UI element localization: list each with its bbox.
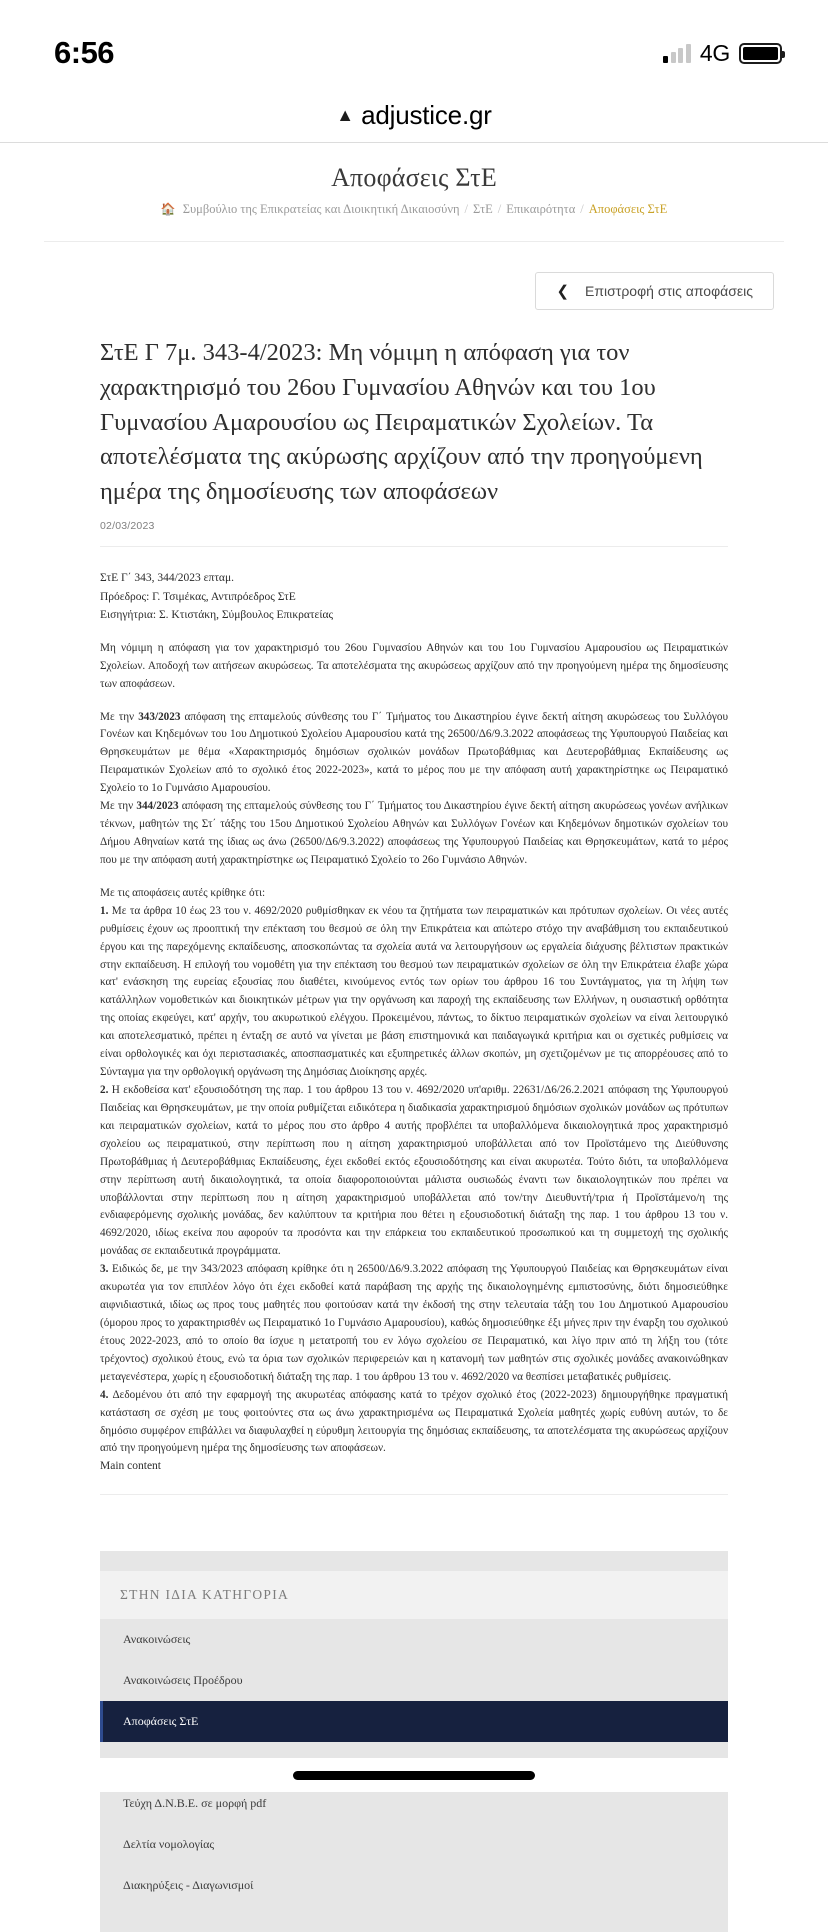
article-paragraph-5: 2. Η εκδοθείσα κατ' εξουσιοδότηση της παρ. 1 του άρθρου 13 του ν. 4692/2020 υπ'αριθμ. 22631/Δ6/26.2.2021 απόφαση της Υφυπουργού Παιδείας και Θρησκευμάτων, με την οποία ρυθμίζεται ειδικότερα η διαδικασία χαρακτηρισμού δημόσιων σχολικών μονάδων ως πρότυπων και πειραματικών σχολείων, κατά το μέρος που στο άρθρο 4 αυτής προβλέπει τα υποβαλλόμενα δικαιολογητικά προς χαρακτηρισμό σχολείου ως πειραματικού, στην περίπτωση που η αίτηση χαρακτηρισμού υποβάλλεται από τον Προϊστάμενο της Διεύθυνσης Πρωτοβάθμιας ή Δευτεροβάθμιας Εκπαίδευσης, έχει εκδοθεί εκτός εξουσιοδότησης και είναι ακυρωτέα. Τούτο διότι, τα υποβαλλόμενα στην περίπτωση αυτή δικαιολογητικά, τα οποία διαφοροποιούνται μάλιστα ουσιωδώς έναντι των δικαιολογητικών που πρέπει να υποβάλλονται στην περίπτωση που η αίτηση χαρακτηρισμού υποβάλλεται από τον/την Διευθυντή/τρια ή Προϊστάμενο/η της ενδιαφερόμενης σχολικής μονάδας, δεν καλύπτουν τα κριτήρια που θέτει η εξουσιοδοτική διάταξη της παρ. 1 του άρθρου 13 του ν. 4692/2020, ιδίως εκείνα που αφορούν τα προσόντα και την επάρκεια του εκπαιδευτικού προσωπικού και τη συμμετοχή της σχολικής μονάδας σε εκπαιδευτικά προγράμματα. [100,1083,728,1258]
breadcrumb-item-1[interactable]: ΣτΕ [473,202,493,216]
page-header [0,143,828,233]
article-title: ΣτΕ Γ 7μ. 343-4/2023: Μη νόμιμη η απόφαση για τον χαρακτηρισμό του 26ου Γυμνασίου Αθηνών και του 1ου Γυμνασίου Αμαρουσίου ως Πειραματικών Σχολείων. Τα αποτελέσματα της ακύρωσης αρχίζουν από την προηγούμενη ημέρα της δημοσίευσης των αποφάσεων [100,339,703,506]
category-item-deltia-nomologias[interactable]: Δελτία νομολογίας [123,1837,215,1852]
article-meta-line-0: ΣτΕ Γ΄ 343, 344/2023 επταμ. [100,571,235,584]
category-item-anakoinoseis[interactable]: Ανακοινώσεις [123,1632,191,1647]
article-title-divider [100,546,728,547]
browser-url-bar[interactable] [0,88,828,142]
article-meta-line-1: Πρόεδρος: Γ. Τσιμέκας, Αντιπρόεδρος ΣτΕ [100,590,296,603]
toolbar-row [0,242,828,310]
back-to-decisions-button[interactable] [535,272,774,310]
warning-triangle-icon: ▲ [336,105,355,125]
home-icon[interactable]: 🏠 [160,202,176,216]
network-type-label: 4G [699,39,730,66]
signal-bars-icon [663,44,691,63]
category-item-diakiryxeis-diagonismoi[interactable]: Διακηρύξεις - Διαγωνισμοί [123,1878,254,1893]
status-bar-time: 6:56 [54,35,115,70]
article-paragraph-6: 3. Ειδικώς δε, με την 343/2023 απόφαση κρίθηκε ότι η 26500/Δ6/9.3.2022 απόφαση της Υφυπουργού Παιδείας και Θρησκευμάτων είναι ακυρωτέα για τον επιπλέον λόγο ότι έχει εκδοθεί κατά παράβαση της αρχής της δικαιολογημένης εμπιστοσύνης, διότι δημοσιεύθηκε αιφνιδιαστικά, ιδίως ως προς τους μαθητές που φοιτούσαν κατά την έκδοσή της στην τελευταία τάξη του 1ου Δημοτικού Αμαρουσίου (όμορου προς το χαρακτηρισθέν ως Πειραματικό 1ο Γυμνάσιο Αμαρουσίου), καθώς δημοσιεύθηκε έξι μήνες πριν την έναρξη του σχολικού έτους 2022-2023, από το οποίο θα ίσχυε η μετατροπή του εν λόγω σχολείου σε Πειραματικό, και λίγο πριν από τη λήξη του (τότε τρέχοντος) σχολικού έτους, ενώ τα όρια των σχολικών περιφερειών και η κατανομή των μαθητών στις σχολικές μονάδες ανακοινώθηκαν μεταγενέστερα, χωρίς η εξουσιοδοτική διάταξη της παρ. 1 του άρθρου 13 του ν. 4692/2020 να θεσπίσει μεταβατικές ρυθμίσεις. [100,1263,728,1383]
page-title: Αποφάσεις ΣτΕ [331,163,497,192]
article [0,310,828,1495]
article-meta [100,569,728,625]
ios-status-bar [0,0,828,88]
main-content-label: Main content [100,1460,161,1473]
breadcrumb-item-current: Αποφάσεις ΣτΕ [588,202,668,216]
article-paragraph-7: 4. Δεδομένου ότι από την εφαρμογή της ακυρωτέας απόφασης κατά το τρέχον σχολικό έτος (2022-2023) δημιουργήθηκε πραγματική κατάσταση σε σχέση με τους φοιτούντες στα ως άνω χαρακτηρισμένα ως Πειραματικά Σχολεία μαθητές χωρίς ευθύνη αυτών, το δε δημόσιο συμφέρον επιβάλλει να διαφυλαχθεί η εύρυθμη λειτουργία της δημόσιας εκπαίδευσης, τα αποτελέσματα της ακυρώσεως αρχίζουν από την προηγούμενη ημέρα της δημοσίευσης των αποφάσεων. [100,1388,728,1455]
breadcrumb-separator: / [497,202,502,216]
breadcrumb-item-0[interactable]: Συμβούλιο της Επικρατείας και Διοικητική Δικαιοσύνη [182,202,460,216]
breadcrumb-separator: / [580,202,584,216]
status-bar-indicators [663,40,782,67]
breadcrumb-separator: / [464,202,469,216]
category-panel-heading: ΣΤΗΝ ΙΔΙΑ ΚΑΤΗΓΟΡΙΑ [100,1571,728,1619]
category-item-dnbe-pdf[interactable]: Τεύχη Δ.Ν.Β.Ε. σε μορφή pdf [123,1796,267,1811]
article-paragraph-2: Με την 344/2023 απόφαση της επταμελούς σύνθεσης του Γ΄ Τμήματος του Δικαστηρίου έγινε δεκτή αίτηση ακυρώσεως γονέων ανήλικων τέκνων, μαθητών της Στ΄ τάξης του 15ου Δημοτικού Σχολείου Αθηνών και Συλλόγων Γονέων και Κηδεμόνων δημοτικών σχολείων του Δήμου Αθηναίων κατά της ίδιας ως άνω (26500/Δ6/9.3.2022) αποφάσεως της Υφυπουργού Παιδείας και Θρησκευμάτων, κατά το μέρος που με την απόφαση αυτή χαρακτηρίστηκε ως Πειραματικό Σχολείο το 26ο Γυμνάσιο Αθηνών. [100,800,728,866]
breadcrumb [0,202,828,217]
category-panel-wrapper [0,1495,828,1932]
back-button-label: Επιστροφή στις αποφάσεις [585,283,753,299]
home-indicator[interactable] [293,1771,535,1780]
category-item-apofaseis-ste[interactable]: Αποφάσεις ΣτΕ [100,1701,728,1742]
chevron-left-icon: ❮ [556,282,570,300]
article-paragraph-4: 1. Με τα άρθρα 10 έως 23 του ν. 4692/2020 ρυθμίσθηκαν εκ νέου τα ζητήματα των πειραματικών και πρότυπων σχολείων. Οι νέες αυτές ρυθμίσεις έχουν ως προοπτική την επέκταση του θεσμού σε όλη την Επικράτεια και απώτερο στόχο την αναβάθμιση του εκπαιδευτικού έργου και της παρεχόμενης εκπαίδευσης, αποσκοπώντας τα σχολεία αυτά να λειτουργήσουν ως εργαλεία διάχυσης βέλτιστων πρακτικών στην εκπαίδευση. Η επιλογή του νομοθέτη για την επέκταση του θεσμού των πειραματικών σχολείων σε όλη την Επικράτεια έλαβε χώρα κατ' ενάσκηση της ευρείας εξουσίας που διαθέτει, κινούμενος εντός των ορίων του άρθρου 16 του Συντάγματος, για τη λήψη των κατάλληλων νομοθετικών και διοικητικών μέτρων για την οργάνωση και παροχή της εκπαίδευσης των Ελλήνων, η ουσιαστική ορθότητα της οποίας εκφεύγει, κατ' αρχήν, του ακυρωτικού ελέγχου. Προκειμένου, πάντως, το δίκτυο πειραματικών σχολείων να είναι λειτουργικό και αποτελεσματικό, πρέπει η ένταξη σε αυτό να γίνεται με βάση επιστημονικά και παιδαγωγικά κριτήρια και οι σχετικές ρυθμίσεις να είναι ορθολογικές και όχι περιστασιακές, αποσπασματικές και εξυπηρετικές άλλων σκοπών, μη σχετιζομένων με τις απορρέουσες από το Σύνταγμα για την ορθολογική οργάνωση της Δημόσιας Διοίκησης αρχές. [100,904,728,1079]
battery-icon [739,43,782,64]
article-summary: Μη νόμιμη η απόφαση για τον χαρακτηρισμό του 26ου Γυμνασίου Αθηνών και του 1ου Γυμνασίου Αμαρουσίου ως Πειραματικών Σχολείων. Αποδοχή των αιτήσεων ακυρώσεως. Τα αποτελέσματα της ακυρώσεως αρχίζουν από την προηγούμενη ημέρα της δημοσίευσης των αποφάσεων. [100,641,728,690]
article-paragraph-1: Με την 343/2023 απόφαση της επταμελούς σύνθεσης του Γ΄ Τμήματος του Δικαστηρίου έγινε δεκτή αίτηση ακυρώσεως του Συλλόγου Γονέων και Κηδεμόνων του 1ου Δημοτικού Σχολείου Αμαρουσίου κατά της 26500/Δ6/9.3.2022 αποφάσεως της Υφυπουργού Παιδείας και Θρησκευμάτων με θέμα «Χαρακτηρισμός δημόσιων σχολικών μονάδων Πρωτοβάθμιας και Δευτεροβάθμιας Εκπαίδευσης ως Πειραματικών Σχολείων από το σχολικό έτος 2022-2023», κατά το μέρος που με την απόφαση αυτή χαρακτηρίστηκε ως Πειραματικό Σχολείο το 1ο Γυμνάσιο Αμαρουσίου. [100,710,728,795]
article-date: 02/03/2023 [100,519,155,532]
article-meta-line-2: Εισηγήτρια: Σ. Κτιστάκη, Σύμβουλος Επικρατείας [100,609,334,622]
category-panel [100,1551,728,1932]
category-item-anakoinoseis-proedrou[interactable]: Ανακοινώσεις Προέδρου [123,1673,243,1688]
breadcrumb-item-2[interactable]: Επικαιρότητα [506,202,576,216]
article-paragraph-3: Με τις αποφάσεις αυτές κρίθηκε ότι: [100,886,266,899]
home-indicator-area [0,1758,828,1792]
url-text: adjustice.gr [361,99,492,130]
